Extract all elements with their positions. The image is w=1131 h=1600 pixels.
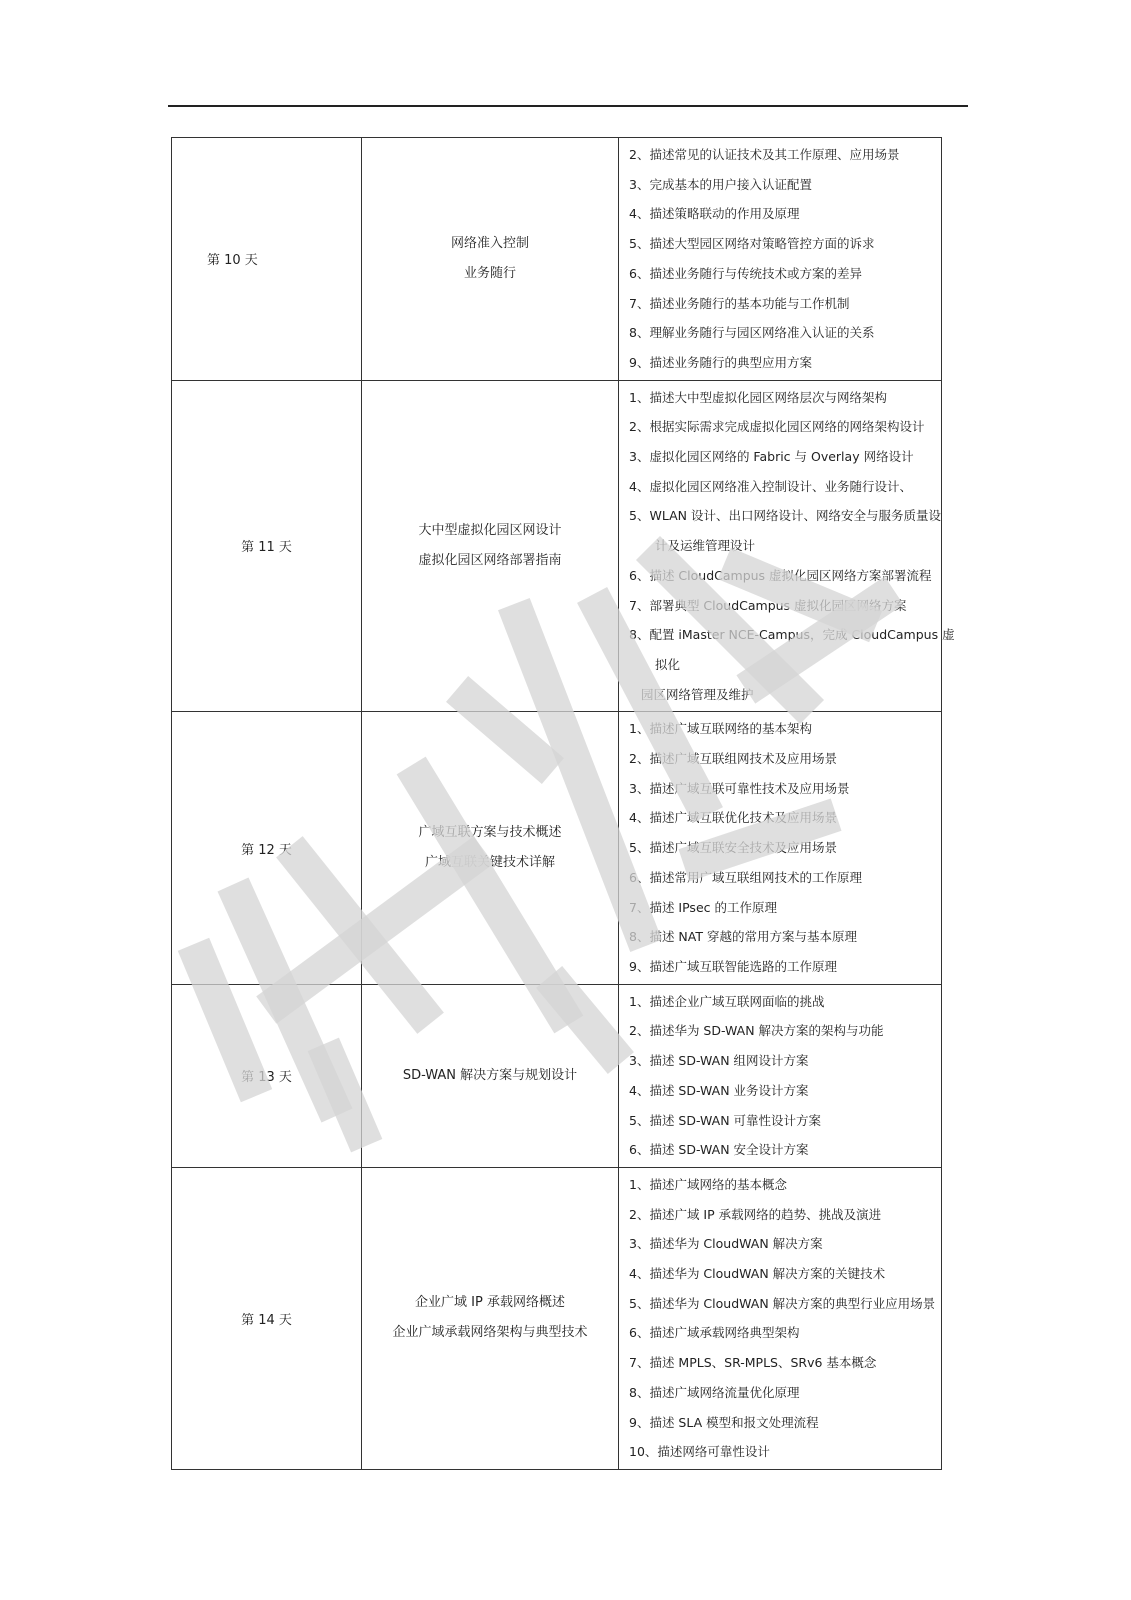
topic-cell	[362, 380, 619, 712]
objective-item: 10、描述网络可靠性设计	[629, 1444, 770, 1460]
day-cell	[172, 138, 362, 381]
objectives-cell	[619, 380, 955, 712]
table-row	[172, 1167, 942, 1469]
topic-line: 广域互联方案与技术概述	[418, 825, 562, 841]
objective-item: 7、描述 MPLS、SR-MPLS、SRv6 基本概念	[629, 1355, 877, 1371]
topic-line: 网络准入控制	[450, 235, 529, 251]
table-row	[172, 984, 942, 1167]
day-label: 第 13 天	[241, 1070, 292, 1086]
topic-line: 企业广域承载网络架构与典型技术	[392, 1325, 588, 1341]
topic-line: SD-WAN 解决方案与规划设计	[402, 1067, 578, 1083]
objective-item: 6、描述 CloudCampus 虚拟化园区网络方案部署流程	[629, 567, 932, 583]
objective-item-continuation: 园区网络管理及维护	[641, 686, 754, 702]
objective-item: 6、描述业务随行与传统技术或方案的差异	[629, 265, 862, 281]
day-label: 第 14 天	[241, 1312, 292, 1328]
topic-line: 虚拟化园区网络部署指南	[418, 552, 562, 568]
objective-item: 9、描述广域互联智能选路的工作原理	[629, 958, 837, 974]
objectives-cell	[619, 712, 942, 984]
objective-item: 8、描述广域网络流量优化原理	[629, 1384, 800, 1400]
objective-item: 3、虚拟化园区网络的 Fabric 与 Overlay 网络设计	[629, 449, 914, 465]
objective-item: 3、描述华为 CloudWAN 解决方案	[629, 1236, 823, 1252]
table-row	[172, 138, 942, 381]
table-row	[172, 380, 942, 712]
topic-cell	[362, 712, 619, 984]
objective-item: 9、描述 SLA 模型和报文处理流程	[629, 1414, 819, 1430]
objective-item: 5、WLAN 设计、出口网络设计、网络安全与服务质量设	[629, 508, 941, 524]
objective-item: 2、描述广域 IP 承载网络的趋势、挑战及演进	[629, 1206, 882, 1222]
day-cell	[172, 1167, 362, 1469]
objective-item: 4、描述华为 CloudWAN 解决方案的关键技术	[629, 1266, 886, 1282]
objective-item-continuation: 计及运维管理设计	[655, 538, 756, 554]
topic-line: 企业广域 IP 承载网络概述	[415, 1295, 565, 1311]
objectives-cell	[619, 984, 942, 1167]
day-cell	[172, 380, 362, 712]
objective-item: 5、描述华为 CloudWAN 解决方案的典型行业应用场景	[629, 1295, 936, 1311]
day-label: 第 11 天	[241, 540, 292, 556]
objective-item: 2、描述常见的认证技术及其工作原理、应用场景	[629, 147, 900, 162]
objective-item: 5、描述广域互联安全技术及应用场景	[629, 840, 837, 856]
objective-item: 7、部署典型 CloudCampus 虚拟化园区网络方案	[629, 597, 907, 613]
objectives-cell	[619, 138, 942, 381]
objective-item: 3、完成基本的用户接入认证配置	[629, 176, 812, 192]
objective-item: 3、描述 SD-WAN 组网设计方案	[629, 1053, 809, 1069]
objective-item: 4、描述广域互联优化技术及应用场景	[629, 810, 837, 826]
objective-item: 2、描述华为 SD-WAN 解决方案的架构与功能	[629, 1023, 884, 1039]
objective-item: 6、描述常用广域互联组网技术的工作原理	[629, 869, 862, 885]
objective-item: 4、虚拟化园区网络准入控制设计、业务随行设计、	[629, 478, 912, 494]
objective-item: 5、描述 SD-WAN 可靠性设计方案	[629, 1112, 822, 1128]
objective-item: 2、根据实际需求完成虚拟化园区网络的网络架构设计	[629, 419, 925, 435]
topic-cell	[362, 984, 619, 1167]
objectives-cell	[619, 1167, 942, 1469]
objective-item: 8、配置 iMaster NCE-Campus，完成 CloudCampus 虚	[629, 627, 955, 643]
objective-item: 9、描述业务随行的典型应用方案	[629, 354, 812, 370]
objective-item: 1、描述广域网络的基本概念	[629, 1176, 787, 1192]
objective-item: 7、描述 IPsec 的工作原理	[629, 899, 777, 915]
objective-item: 7、描述业务随行的基本功能与工作机制	[629, 295, 850, 311]
day-cell	[172, 712, 362, 984]
day-label: 第 12 天	[241, 842, 292, 858]
topic-line: 业务随行	[463, 265, 516, 281]
schedule-table	[171, 137, 955, 1470]
topic-cell	[362, 138, 619, 381]
objective-item-continuation: 拟化	[655, 656, 681, 672]
topic-line: 大中型虚拟化园区网设计	[418, 522, 562, 538]
objective-item: 4、描述 SD-WAN 业务设计方案	[629, 1082, 809, 1098]
objective-item: 6、描述 SD-WAN 安全设计方案	[629, 1142, 809, 1158]
topic-line: 广域互联关键技术详解	[424, 855, 555, 871]
objective-item: 5、描述大型园区网络对策略管控方面的诉求	[629, 236, 875, 252]
objective-item: 1、描述大中型虚拟化园区网络层次与网络架构	[629, 389, 887, 405]
objective-item: 8、描述 NAT 穿越的常用方案与基本原理	[629, 929, 857, 945]
objective-item: 6、描述广域承载网络典型架构	[629, 1325, 800, 1341]
day-cell	[172, 984, 362, 1167]
topic-cell	[362, 1167, 619, 1469]
header-rule	[168, 105, 968, 107]
objective-item: 3、描述广域互联可靠性技术及应用场景	[629, 780, 850, 796]
objective-item: 1、描述企业广域互联网面临的挑战	[629, 993, 825, 1009]
objective-item: 2、描述广域互联组网技术及应用场景	[629, 751, 837, 767]
day-label: 第 10 天	[207, 253, 258, 269]
objective-item: 1、描述广域互联网络的基本架构	[629, 721, 812, 737]
table-row	[172, 712, 942, 984]
objective-item: 4、描述策略联动的作用及原理	[629, 206, 800, 222]
objective-item: 8、理解业务随行与园区网络准入认证的关系	[629, 325, 875, 341]
